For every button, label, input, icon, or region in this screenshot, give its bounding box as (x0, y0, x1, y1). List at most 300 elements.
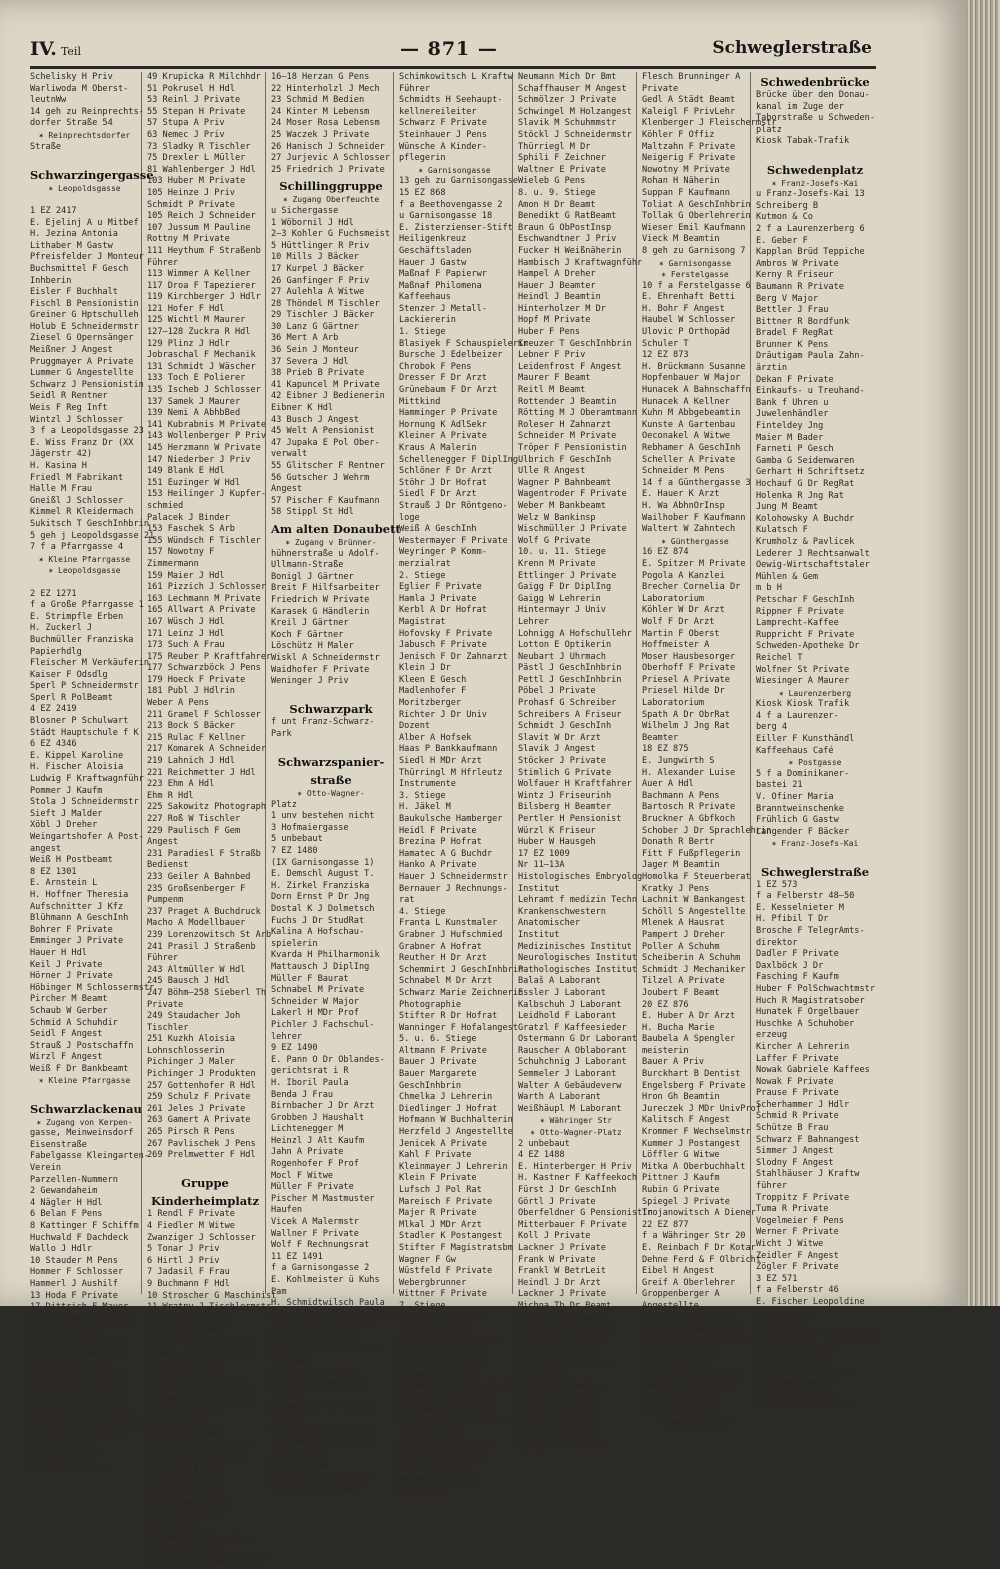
directory-entry: Baukulsche Hamberger (399, 814, 503, 824)
directory-entry: Institut (518, 929, 560, 940)
directory-entry: Kaffeehaus (399, 292, 451, 303)
directory-entry: Bank f Uhren u (756, 397, 829, 408)
part-number: IV. (30, 38, 57, 60)
directory-entry: Maier F Gesch (399, 1463, 467, 1474)
cross-street-ref: ✶ Währinger Str (658, 1417, 732, 1427)
directory-entry: Wintzl J Schlosser (30, 414, 124, 425)
directory-entry: Freud R Kaffeehaus (756, 1366, 850, 1377)
directory-entry: Wieser Emil Kaufmann (642, 222, 746, 233)
directory-entry: 167 Wüsch J Hdl (147, 616, 225, 627)
directory-entry: Friedrich W Private (271, 594, 370, 605)
directory-entry: Kahl F Private (399, 1150, 472, 1161)
directory-entry: Gaigg W Lehrerin (518, 593, 601, 604)
directory-entry: Führer (147, 953, 179, 964)
directory-entry: Rippner F Private (756, 606, 844, 617)
directory-entry: Eisler F Buchhalt (30, 287, 118, 298)
directory-entry: 15 Rottner F Hdl (147, 1313, 230, 1324)
directory-entry: Kleiner A Private (399, 431, 487, 442)
directory-entry (271, 740, 391, 752)
directory-entry: Wüstfeld F Private (399, 1266, 493, 1277)
directory-entry: Stimlich G Private (518, 767, 612, 778)
directory-entry: erzeug (756, 1030, 788, 1041)
directory-entry: Hörner J Private (30, 971, 113, 982)
directory-entry: 57 Stupa A Priv (147, 118, 225, 129)
directory-entry: 173 Such A Frau (147, 640, 225, 651)
directory-entry: Schimkowitsch L Kraftw (399, 72, 513, 82)
directory-entry: 219 Lahnich J Hdl (147, 756, 235, 767)
directory-entry: Hartner J Lackierer (399, 1335, 498, 1346)
directory-entry: spielerin (271, 938, 318, 949)
directory-entry: Dadler F Private (756, 949, 839, 960)
directory-entry: E. Jungwirth S (642, 756, 715, 767)
directory-entry: Diedlinger J Hofrat (399, 1103, 498, 1114)
directory-entry: 35 Rampir A Tischler (30, 1406, 134, 1417)
directory-entry: 37 Wagner J Hdl (147, 1476, 225, 1487)
directory-entry: Bedienst (147, 860, 189, 871)
directory-entry: Gerhart H Schriftsetz (756, 467, 865, 478)
directory-entry: 171 Leinz J Hdl (147, 628, 225, 639)
directory-entry: H. Bohr F Angest (642, 303, 725, 314)
directory-entry: Blosner P Schulwart (30, 716, 129, 727)
directory-entry: 4 Nägler H Hdl (30, 1197, 103, 1208)
directory-entry: Verein (30, 1163, 62, 1174)
directory-entry: Oberfeldner G Pensionistin (518, 1208, 653, 1219)
directory-entry: Wiesinger A Maurer (756, 676, 850, 687)
directory-entry: Holenka R Jng Rat (756, 490, 844, 501)
directory-entry: 57 Pischer F Kaufmann (271, 495, 380, 506)
directory-entry: Chrobok F Pens (399, 361, 472, 372)
cross-street-ref: ✶ Franz-Josefs-Kai (771, 839, 859, 849)
directory-entry: Eibel H Angest (642, 1266, 715, 1277)
directory-entry: Krommer F Wechselmstr (642, 1127, 751, 1138)
directory-entry: Bauer Margarete (399, 1069, 477, 1080)
directory-entry: Weber A Pens (147, 698, 210, 709)
cross-street-ref: ✶ Währinger Str (539, 1116, 613, 1126)
directory-entry (147, 1162, 263, 1174)
directory-entry: Hofovsky F Private (399, 628, 493, 639)
directory-entry: 63 Nemec J Priv (147, 129, 225, 140)
directory-entry: Görtl J Private (518, 1196, 596, 1207)
directory-entry: Schweden-Apotheke Dr (756, 641, 860, 652)
directory-entry: Jahn A Private (271, 1147, 344, 1158)
directory-entry: Fucker H Weißnäherin (518, 245, 622, 256)
directory-entry: Lamprecht-Kaffee (756, 618, 839, 629)
directory-entry: bastei 21 (756, 780, 803, 791)
directory-entry: Strauß J Postschaffn (30, 1040, 134, 1051)
directory-entry: 211 Gramel F Schlosser (147, 709, 261, 720)
directory-entry: Karasek G Händlerin (271, 606, 370, 617)
directory-entry: Hofmann W Buchhalterin (399, 1115, 513, 1126)
directory-entry: Halle M Frau (30, 484, 93, 495)
directory-entry: Pettl J GeschInhbrin (518, 674, 622, 685)
directory-entry: Reuther H Dr Arzt (399, 953, 487, 964)
directory-entry: Nowak Gabriele Kaffees (756, 1065, 870, 1076)
directory-entry: Pfreisfelder J Monteur (30, 252, 144, 263)
directory-entry: Waltner E Private (518, 164, 606, 175)
directory-entry: 55 Stepan H Private (147, 106, 246, 117)
directory-entry: Hopf M Private (518, 315, 591, 326)
directory-entry: Rötting M J Oberamtmann (518, 408, 637, 419)
directory-entry: 5 Hüttlinger R Priv (271, 240, 370, 251)
cross-street-ref: ✶ Leopoldsgasse (48, 566, 121, 576)
directory-entry: Pästl J GeschInhbrin (518, 663, 622, 674)
directory-entry: 231 Paradiesl F Straßb (147, 848, 261, 859)
directory-entry: Brezina P Hofrat (399, 837, 482, 848)
directory-entry: Medizinisches Institut (518, 941, 632, 952)
directory-entry: Breit F Hilfsarbeiter (271, 583, 380, 594)
directory-entry: Anatomischer (518, 918, 581, 929)
directory-entry: direktor (756, 937, 798, 948)
directory-entry: 217 Komarek A Schneider (147, 744, 266, 755)
directory-entry: Sukitsch T GeschInhbrin (30, 518, 149, 529)
directory-entry: Pogola A Kanzlei (642, 570, 725, 581)
directory-entry: Hron Gh Beamtin (642, 1092, 720, 1103)
directory-entry: 23 Schmid M Bedien (271, 95, 365, 106)
directory-entry: Photographie (399, 999, 462, 1010)
directory-entry: Schiller A Witwe (271, 1483, 354, 1494)
cross-street-ref: ✶ Kleine Pfarrgasse (38, 554, 131, 564)
directory-entry: Ostermann G Dr Laborant (518, 1034, 637, 1045)
directory-entry: hühnerstraße u Adolf- (271, 548, 380, 559)
directory-entry: Siedl H MDr Arzt (399, 756, 482, 767)
directory-entry: Taborstraße u Schweden- (756, 113, 875, 124)
directory-entry: u Sichergasse (271, 205, 339, 216)
directory-entry: Schneider W Major (271, 996, 359, 1007)
directory-entry: H. Iboril Paula (271, 1077, 349, 1088)
directory-entry: 225 Sakowitz Photograph (147, 802, 266, 813)
directory-entry: Hauer J Schneidermstr (399, 871, 508, 882)
directory-entry: Thürringl M Hfrleutz (399, 767, 503, 778)
directory-entry: 33 Spanig J Private (147, 1452, 246, 1463)
directory-entry: 235 Großsenberger F (147, 883, 246, 894)
directory-entry: Westermayer F Private (399, 535, 508, 546)
directory-entry: Frühlich G Gastw (756, 815, 839, 826)
directory-entry: Weingartshofer A Post- (30, 832, 144, 842)
directory-entry: Vogelmeier F Pens (756, 1215, 844, 1226)
directory-entry: Bonigl J Gärtner (271, 571, 354, 582)
street-heading: Schillinggruppe (279, 179, 383, 194)
directory-entry: Fehler F Witwe (756, 1354, 829, 1365)
directory-entry: sänger (271, 1414, 303, 1425)
cross-street-ref: ✶ Garnisongasse (418, 165, 491, 175)
directory-entry: 165 Allwart A Private (147, 605, 256, 616)
directory-entry: Wagner F Gw (399, 1254, 456, 1265)
directory-entry: Rubin G Private (642, 1185, 720, 1195)
directory-entry: Beamter (642, 732, 679, 743)
directory-entry: 31 Schmidt J Geräter (147, 1441, 251, 1452)
directory-entry: 251 Kuzkh Aloisia (147, 1034, 235, 1045)
directory-entry: 5 geh j Leopoldsgasse 21 (30, 530, 155, 541)
directory-entry: Bauer A Priv (642, 1057, 705, 1068)
directory-entry: Homolka F Steuerberat (642, 871, 751, 882)
directory-entry: 36 Sein J Monteur (271, 345, 359, 356)
directory-entry: Essler J Laborant (518, 987, 606, 998)
directory-entry: 105 Reich J Schneider (147, 211, 256, 222)
directory-entry: Hambisch J Kraftwagnführ (518, 257, 643, 268)
directory-entry: Kainz F Hdl (147, 1418, 204, 1429)
directory-entry: Kollmann F Zahnarzt (399, 1405, 498, 1416)
directory-entry: Wiskl A Schneidermstr (271, 652, 380, 663)
directory-entry: Amon H Dr Beamt (518, 199, 596, 210)
directory-entry: 24 Kinter M Lebensm (271, 106, 370, 117)
directory-entry: Birnbacher J Dr Arzt (271, 1101, 375, 1112)
directory-entry: Neubart J Uhrmach (518, 651, 606, 662)
directory-entry: Wailhober F Kaufmann (642, 512, 746, 523)
directory-entry: Hauschild J Dr Pol Oberst (271, 1309, 401, 1320)
directory-entry: Altmann F Private (399, 1045, 487, 1056)
directory-entry: lehrer (271, 1031, 303, 1042)
directory-entry: Schneider M Private (518, 431, 617, 442)
directory-entry: Private (642, 83, 679, 94)
directory-entry: Franta L Kunstmaler (399, 918, 498, 929)
directory-entry: 24 Moser Rosa Lebensm (271, 118, 380, 129)
directory-entry: Tuma R Private (756, 1204, 829, 1215)
directory-entry: Bursche J Edelbeizer (399, 350, 503, 361)
directory-entry: Slavik M Schuhmmstr (518, 118, 617, 129)
directory-entry: Hamla J Private (399, 593, 477, 604)
directory-entry: Instrumente (399, 779, 456, 790)
directory-entry: Heindl J Beamtin (518, 292, 601, 303)
directory-entry: Rogenhofer F Prof (271, 1159, 359, 1170)
directory-entry: Meißner J Angest (30, 345, 113, 356)
directory-entry: Petschar F GeschInh (756, 594, 855, 605)
cross-street-ref: ✶ Franz-Josefs-Kai (771, 178, 859, 188)
directory-entry: 257 Gottenhofer R Hdl (147, 1080, 256, 1091)
directory-entry: 25 Schiejak A Hdlr (30, 1371, 124, 1382)
directory-entry: 37 Zimmel J Hdl (147, 1487, 225, 1498)
directory-entry: Kreil J Gärtner (271, 618, 349, 629)
directory-entry: Rottny M Private (147, 234, 230, 245)
directory-entry: Eisenstraße (30, 1139, 87, 1150)
directory-entry: Pampert J Dreher (642, 929, 725, 940)
directory-entry: 3. Stiege (399, 790, 446, 801)
directory-entry: 58 Stippl St Hdl (271, 507, 354, 518)
directory-entry: Jenicek A Private (399, 1138, 487, 1149)
directory-entry: 21 Reiter F Arb (147, 1360, 225, 1371)
directory-entry: 75 Drexler L Müller (147, 153, 246, 164)
directory-entry: Prause F Private (756, 1088, 839, 1099)
directory-entry: H. Zachek Fr (756, 1308, 819, 1319)
directory-entry: Alber A Hofsek (399, 732, 472, 743)
directory-entry: Hamatec A G Buchdr (399, 848, 493, 859)
directory-entry: Tischler (147, 1022, 189, 1033)
directory-entry: (IX Garnisongasse 1) (271, 857, 375, 868)
directory-entry: Gedl A Städt Beamt (642, 95, 736, 106)
directory-entry: Thurz J Dr PrimArzt (518, 1358, 617, 1369)
directory-entry: Flesch Brunninger A (642, 72, 741, 82)
directory-entry: 25 Bartal K GeschInh (147, 1383, 251, 1394)
directory-entry: heimplatz (147, 1522, 194, 1533)
directory-entry: 2 unbebaut (518, 1138, 570, 1149)
directory-entry: Müller F Private (271, 1182, 354, 1193)
directory-entry: Maßnaf F DiplIng (399, 1451, 482, 1462)
directory-entry: verwalt (271, 449, 308, 460)
directory-entry: Fabelgasse Kleingarten- (30, 1151, 149, 1162)
directory-entry: Bachmann A Pens (642, 790, 720, 801)
directory-entry: führer (756, 1181, 788, 1192)
directory-entry: meisterin (642, 1045, 689, 1056)
cross-street-ref: ✶ Otto-Wagner- (297, 789, 365, 799)
directory-entry: Schwarz F Private (399, 118, 487, 129)
directory-entry: Pichler J Fachschul- (271, 1019, 375, 1030)
directory-entry: Maßnaf F Papierwr (399, 269, 487, 280)
cross-street-ref: ✶ Leopoldsgasse (48, 183, 121, 193)
directory-entry: Koll J Private (518, 1231, 591, 1242)
directory-entry: Seidl F Angest (30, 1029, 103, 1040)
directory-entry: Magistrat (399, 616, 446, 627)
directory-entry: Benedikt G RatBeamt (518, 211, 617, 222)
directory-entry: platz (756, 124, 782, 135)
directory-entry: Schaffhauser M Angest (518, 83, 627, 94)
directory-entry: 4 Fiedler M Witwe (147, 1221, 235, 1231)
directory-entry: Kiosk Kiosk Trafik (756, 699, 850, 710)
running-title: Schweglerstraße (712, 38, 872, 58)
directory-entry: H. Zuckerl J (30, 623, 93, 634)
directory-entry: Gaigg F Dr DiplIng (518, 582, 612, 593)
directory-entry: Balaš A Laborant (518, 976, 601, 987)
directory-entry: Hanko A Private (399, 860, 477, 871)
directory-entry: Dostal K J Dolmetsch (271, 904, 375, 914)
directory-entry: E. Ejelinj A u Mitbef (30, 217, 139, 228)
directory-entry: Wolf F Dr Arzt (642, 616, 715, 627)
directory-entry: 7. Stiege (399, 1300, 446, 1311)
directory-entry: H. Zirkel Franziska (271, 880, 370, 891)
directory-entry: Baumann R Private (756, 281, 844, 292)
directory-entry: Wittner F Private (399, 1289, 487, 1300)
cross-street-ref: ✶ Zugang v Brünner- (285, 537, 377, 547)
directory-entry: Majer R Private (399, 1208, 477, 1219)
street-heading: Schwarzspanier- (277, 755, 385, 770)
directory-entry: Moser Hausbesorger (642, 651, 736, 662)
directory-entry: Lebner F Priv (518, 350, 586, 361)
directory-entry: Herzfeld J Angestellte (399, 1127, 513, 1138)
directory-entry: Histologisches Embryolog (518, 871, 643, 882)
directory-entry: Kutmon & Co (756, 212, 813, 223)
directory-entry: Ullmann-Straße (271, 560, 344, 571)
directory-entry: E. Demschl August T. (271, 869, 375, 880)
directory-entry: Poller A Schuhm (642, 941, 720, 952)
directory-entry: Jobraschal F Mechanik (147, 350, 256, 361)
directory-entry: Schmid R Private (756, 1111, 839, 1122)
directory-entry: Kummer J Postangest (642, 1138, 741, 1149)
directory-entry: Fürst J Dr GeschInh (518, 1185, 617, 1195)
directory-entry: 37 Haller G Briefpost (30, 1418, 139, 1429)
directory-entry: Schneider M Pens (642, 466, 725, 477)
directory-entry: 4 EZ 2419 (30, 704, 77, 715)
directory-entry: Kimmel R Kleidermach (30, 507, 134, 518)
directory-entry: E. Kohlmeister ü Kuhs (271, 1275, 380, 1285)
directory-entry: Chmelka J Lehrerin (399, 1092, 493, 1103)
directory-entry: Bartosch R Private (642, 802, 736, 813)
directory-entry: Haubel W Schlosser (642, 315, 736, 326)
directory-entry: Schwarz Marie Zeichnerin (399, 987, 524, 998)
directory-entry: 25 Waczek J Private (271, 129, 370, 140)
directory-entry: Stöckl J Schneidermstr (518, 129, 632, 140)
directory-entry: Kalchmann F Hdlr (30, 1360, 113, 1371)
directory-entry: Krumholz & Pavlicek (756, 536, 855, 547)
directory-entry: Oewig-Wirtschaftstaler (756, 560, 870, 571)
directory-entry: f a Große Pfarrgasse 1 (30, 600, 144, 611)
directory-entry: Stöcker J Private (518, 756, 606, 767)
directory-entry: 229 Paulisch F Gem (147, 825, 241, 836)
directory-entry: 10 Mills J Bäcker (271, 252, 359, 263)
directory-entry: Blasiyek F Schauspielerin (399, 338, 529, 349)
directory-entry: Mühlen & Gem (756, 571, 819, 582)
directory-entry: Scheiberin A Schuhm (642, 953, 741, 964)
directory-entry: H. Jezina Antonia (30, 229, 118, 240)
directory-entry: 28 Thöndel M Tischler (271, 298, 380, 309)
directory-entry: Führer (147, 257, 179, 268)
directory-entry: Roleser H Zahnarzt (518, 419, 612, 430)
directory-entry: Rauscher A Oblaborant (518, 1045, 627, 1056)
directory-entry: 73 Sladky R Tischler (147, 141, 251, 152)
directory-entry (30, 153, 139, 165)
directory-entry: E. Kesselnieter M (756, 902, 844, 913)
directory-entry: Vieck M Beamtin (642, 234, 720, 245)
directory-entry: f a Währinger Str 20 (642, 1231, 746, 1242)
page-number: — 871 — (400, 38, 498, 60)
directory-entry: Kaffeehaus Café (756, 745, 834, 756)
directory-entry: Koppenwallner F (756, 1378, 834, 1389)
cross-street-ref: ✶ Günthergasse (661, 536, 729, 546)
directory-entry: Huber F PolSchwachtmstr (756, 983, 875, 994)
directory-entry: GeschInhbrin (399, 1080, 462, 1091)
directory-entry: Laboratorium (642, 698, 705, 709)
directory-entry: 19 — Frank R SpedArb (30, 1313, 134, 1324)
directory-entry: Weiß A GeschInh (399, 524, 477, 535)
directory-entry: Weninger J Priv (271, 676, 349, 687)
directory-entry: Mittkind (399, 396, 441, 407)
directory-entry: Ulovic P Orthopäd (642, 327, 730, 338)
cross-street-ref: ✶ Laurenzerberg (778, 688, 852, 698)
column-3 (268, 72, 401, 1494)
directory-entry: 10 f a Ferstelgasse 6 (642, 280, 751, 291)
directory-entry: Jägerstr 42) (30, 449, 93, 460)
directory-entry: Warth A Laborant (518, 1092, 601, 1103)
directory-entry: Werner F Private (756, 1227, 839, 1238)
directory-entry: pflegerin (399, 153, 446, 164)
directory-entry: Nr 11—13A (518, 860, 565, 871)
directory-entry: Buchmüller Franziska (30, 634, 134, 645)
directory-entry: rat (399, 895, 415, 906)
directory-entry: f a Beethovengasse 2 (399, 199, 503, 210)
directory-entry: Scherhammer J Hdlr (756, 1099, 850, 1110)
directory-entry: Hochauf G Dr RegRat (756, 479, 855, 489)
directory-entry: 14 f a Günthergasse 3 (642, 477, 751, 488)
directory-entry: 51 Pokrusel H Hdl (147, 83, 235, 94)
directory-entry: Ulle R Angest (518, 466, 586, 477)
directory-entry: 8. u. 9. Stiege (518, 187, 596, 198)
directory-entry: 129 Plinz J Hdlr (147, 338, 230, 349)
directory-entry: Kapplan Brüd Teppiche (756, 247, 865, 258)
directory-entry: Grauer J Kaufm (30, 1325, 103, 1336)
directory-entry: 239 Lorenzowitsch St Arb (147, 929, 272, 940)
directory-entry: 22 Hinterholzl J Mech (271, 83, 380, 94)
directory-entry: Klein F Private (399, 1173, 477, 1184)
directory-entry: Reitl M Beamt (518, 385, 586, 396)
directory-entry: Frank W Private (518, 1254, 596, 1265)
directory-entry: Bruckner A Gbfkoch (642, 814, 736, 824)
directory-entry: 157 Nowotny F (147, 547, 215, 558)
directory-entry: berg 4 (756, 722, 788, 733)
directory-entry: E. Kippel Karoline (30, 750, 124, 761)
directory-entry: Angest (147, 837, 179, 848)
directory-entry: f a Garnisongasse 2 (271, 1263, 370, 1274)
directory-entry: Schöll S Angestellte (642, 906, 746, 917)
directory-entry: 113 Wimmer A Kellner (147, 269, 251, 280)
directory-entry: Angestellte (642, 1300, 699, 1311)
directory-entry: Kerbl A Dr Hofrat (399, 605, 487, 616)
